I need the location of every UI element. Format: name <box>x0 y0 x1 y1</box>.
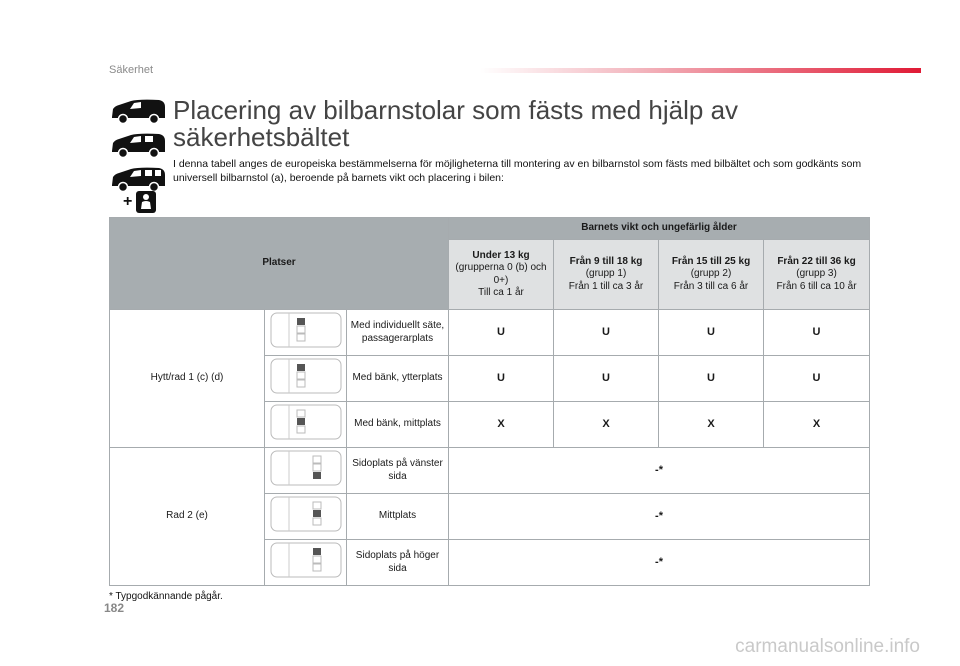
seat-position-icon <box>267 540 345 580</box>
page-title: Placering av bilbarnstolar som fästs med hjälp av säkerhetsbältet <box>173 95 739 152</box>
seat-position-icon <box>267 310 345 350</box>
watermark: carmanualsonline.info <box>735 636 920 657</box>
group-header-3: Från 22 till 36 kg (grupp 3) Från 6 till ca 10 år <box>764 240 870 310</box>
group-header: Barnets vikt och ungefärlig ålder <box>449 218 870 240</box>
places-header: Platser <box>110 218 449 310</box>
seat-diagram <box>265 310 347 356</box>
value-cell: X <box>554 402 659 448</box>
place-label: Med bänk, ytterplats <box>347 356 449 402</box>
place-label: Med individuellt säte, passagerarplats <box>347 310 449 356</box>
accent-bar <box>480 68 921 73</box>
seat-diagram <box>265 402 347 448</box>
seat-diagram <box>265 356 347 402</box>
seat-diagram <box>265 540 347 586</box>
value-cell: U <box>659 356 764 402</box>
value-cell: U <box>449 310 554 356</box>
svg-text:+: + <box>123 193 133 210</box>
value-cell: X <box>449 402 554 448</box>
table-row <box>110 310 870 356</box>
vehicle-icons <box>109 97 169 210</box>
intro-text: I denna tabell anges de europeiska bestämmelserna för möjligheterna till montering av en bilbarnstol som fästs med bilbältet och som godkänts som universell bilbarnstol (a), beroende på barnets vikt och placering i bilen: <box>173 158 862 184</box>
value-cell: U <box>764 356 870 402</box>
place-label: Sidoplats på höger sida <box>347 540 449 586</box>
child-seat-icon <box>123 190 163 214</box>
value-cell: U <box>764 310 870 356</box>
value-cell: U <box>449 356 554 402</box>
seat-position-icon <box>267 402 345 442</box>
seat-diagram <box>265 448 347 494</box>
van-icon <box>109 97 167 125</box>
value-cell: -* <box>449 448 870 494</box>
group-header-1: Från 9 till 18 kg (grupp 1) Från 1 till ca 3 år <box>554 240 659 310</box>
value-cell: U <box>554 356 659 402</box>
van-icon <box>109 165 167 193</box>
value-cell: X <box>659 402 764 448</box>
child-seat-table <box>109 217 870 586</box>
seat-position-icon <box>267 448 345 488</box>
seat-position-icon <box>267 494 345 534</box>
value-cell: U <box>554 310 659 356</box>
place-label: Sidoplats på vänster sida <box>347 448 449 494</box>
table-row <box>110 448 870 494</box>
place-label: Med bänk, mittplats <box>347 402 449 448</box>
location-cell: Rad 2 (e) <box>110 448 265 586</box>
section-label: Säkerhet <box>109 64 154 76</box>
place-label: Mittplats <box>347 494 449 540</box>
page-number: 182 <box>104 601 125 615</box>
value-cell: -* <box>449 540 870 586</box>
value-cell: -* <box>449 494 870 540</box>
value-cell: U <box>659 310 764 356</box>
value-cell: X <box>764 402 870 448</box>
group-header-2: Från 15 till 25 kg (grupp 2) Från 3 till ca 6 år <box>659 240 764 310</box>
location-cell: Hytt/rad 1 (c) (d) <box>110 310 265 448</box>
van-icon <box>109 131 167 159</box>
footnote: * Typgodkännande pågår. <box>109 591 223 602</box>
seat-diagram <box>265 494 347 540</box>
group-header-0: Under 13 kg (grupperna 0 (b) och 0+) Till ca 1 år <box>449 240 554 310</box>
seat-position-icon <box>267 356 345 396</box>
